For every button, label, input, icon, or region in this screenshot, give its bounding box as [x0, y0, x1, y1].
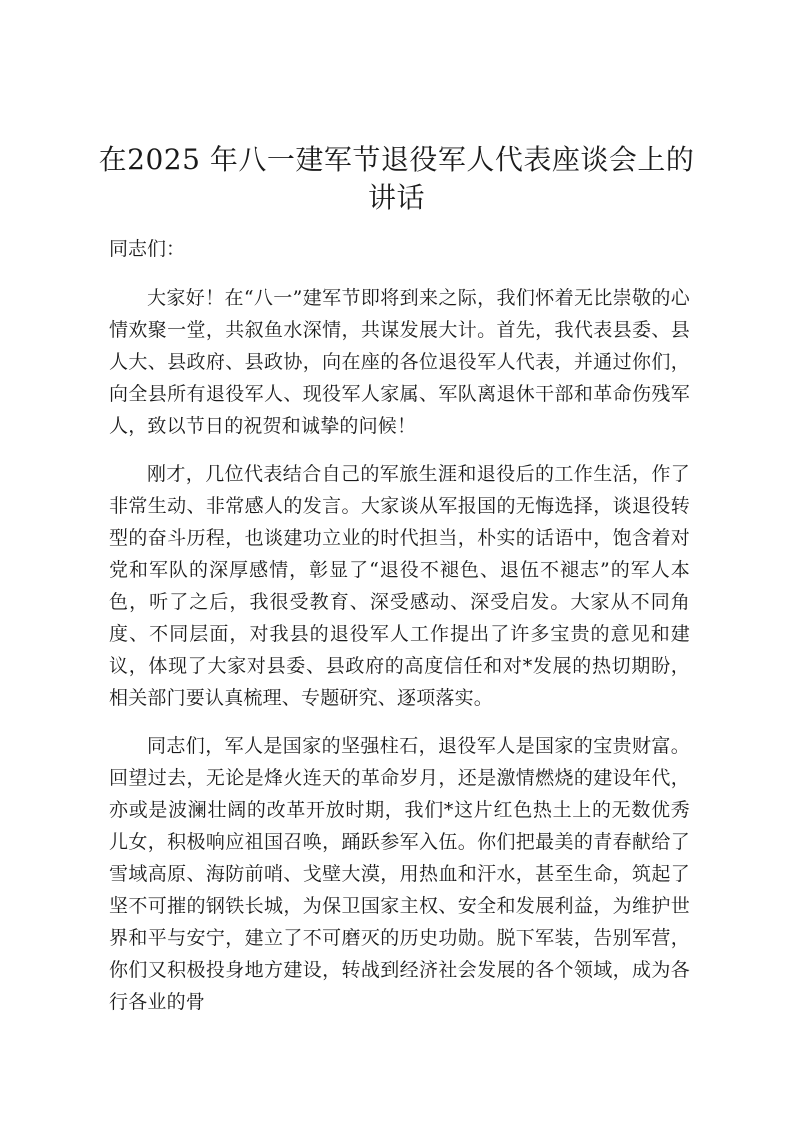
paragraph-tribute: 同志们，军人是国家的坚强柱石，退役军人是国家的宝贵财富。回望过去，无论是烽火连天的革命岁月，还是激情燃烧的建设年代，亦或是波澜壮阔的改革开放时期，我们*这片红色热土上的无数优秀儿女，积极响应祖国召唤，踊跃参军入伍。你们把最美的青春献给了雪域高原、海防前哨、戈壁大漠，用热血和汗水，甚至生命，筑起了坚不可摧的钢铁长城，为保卫国家主权、安全和发展利益，为维护世界和平与安宁，建立了不可磨灭的历史功勋。脱下军装，告别军营，你们又积极投身地方建设，转战到经济社会发展的各个领域，成为各行各业的骨 [109, 735, 690, 1013]
document-body [109, 233, 690, 1034]
paragraph-greeting: 大家好！在“八一”建军节即将到来之际，我们怀着无比崇敬的心情欢聚一堂，共叙鱼水深情，共谋发展大计。首先，我代表县委、县人大、县政府、县政协，向在座的各位退役军人代表，并通过你们，向全县所有退役军人、现役军人家属、军队离退休干部和革命伤残军人，致以节日的祝贺和诚挚的问候！ [109, 287, 690, 437]
paragraph-speeches: 刚才，几位代表结合自己的军旅生涯和退役后的工作生活，作了非常生动、非常感人的发言。大家谈从军报国的无悔选择，谈退役转型的奋斗历程，也谈建功立业的时代担当，朴实的话语中，饱含着对党和军队的深厚感情，彰显了“退役不褪色、退伍不褪志”的军人本色，听了之后，我很受教育、深受感动、深受启发。大家从不同角度、不同层面，对我县的退役军人工作提出了许多宝贵的意见和建议，体现了大家对县委、县政府的高度信任和对*发展的热切期盼，相关部门要认真梳理、专题研究、逐项落实。 [109, 463, 690, 709]
salutation: 同志们： [109, 238, 186, 260]
document-title: 在2025 年八一建军节退役军人代表座谈会上的讲话 [98, 143, 695, 214]
